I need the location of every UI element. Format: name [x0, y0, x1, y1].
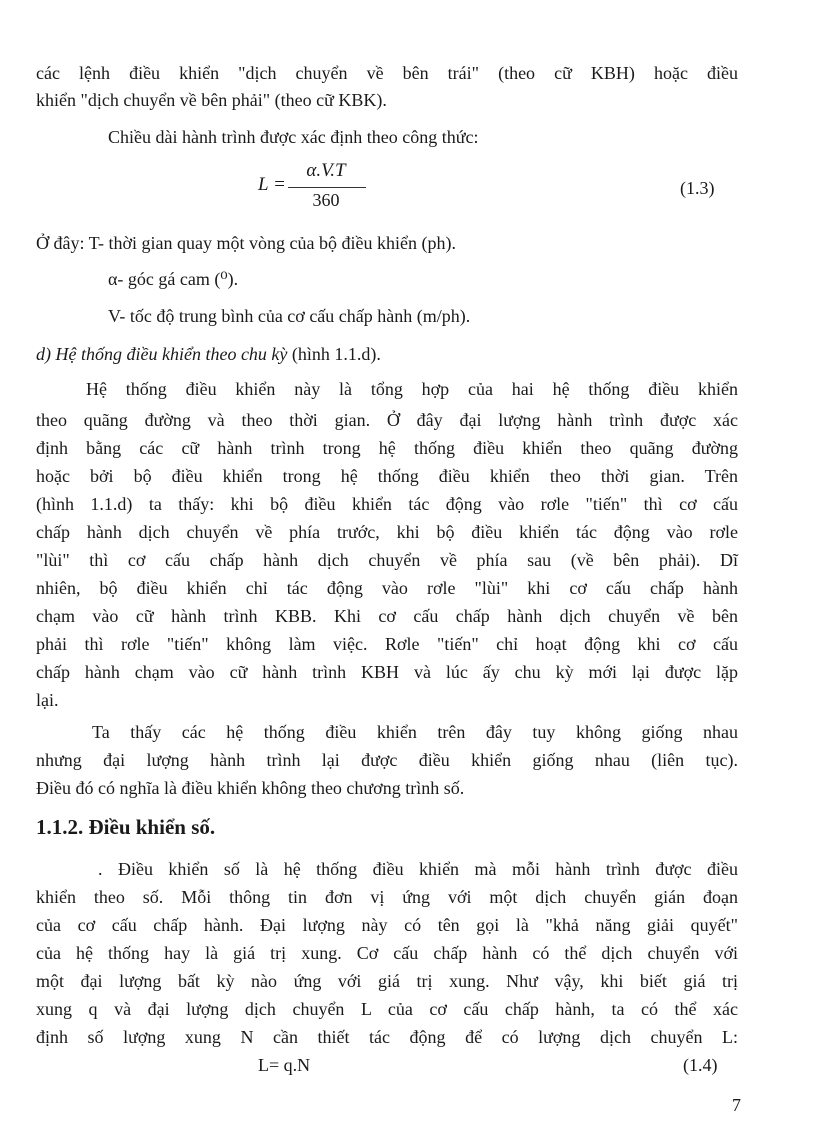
text-line: lại.: [36, 690, 59, 710]
formula-1-4: L= q.N: [258, 1055, 311, 1075]
text-line: V- tốc độ trung bình của cơ cấu chấp hành (m/ph).: [108, 306, 471, 326]
text-line: các lệnh điều khiển "dịch chuyển về bên trái" (theo cữ KBH) hoặc điều: [36, 63, 738, 83]
text-line: của cơ cấu chấp hành. Đại lượng này có tên gọi là "khả năng giải quyết": [36, 915, 738, 935]
equation-number: (1.3): [680, 178, 715, 198]
text-line: nhưng đại lượng hành trình lại được điều khiển giống nhau (liên tục).: [36, 750, 738, 770]
text-line: xung q và đại lượng dịch chuyển L của cơ cấu chấp hành, ta có thể xác: [36, 999, 738, 1019]
text-line: chạm vào cữ hành trình KBB. Khi cơ cấu chấp hành dịch chuyển về bên: [36, 606, 738, 626]
subheading: [36, 343, 381, 365]
text-line: nhiên, bộ điều khiển chỉ tác động vào rơle "lùi" khi cơ cấu chấp hành: [36, 578, 738, 598]
subheading-ref: (hình 1.1.d).: [287, 344, 381, 364]
text-line: Ở đây: T- thời gian quay một vòng của bộ điều khiển (ph).: [36, 233, 456, 253]
text-line: hoặc bởi bộ điều khiển trong hệ thống điều khiển theo thời gian. Trên: [36, 466, 738, 486]
formula-lhs: L =: [258, 174, 286, 195]
text-line: (hình 1.1.d) ta thấy: khi bộ điều khiển tác động vào rơle "tiến" thì cơ cấu: [36, 494, 738, 514]
text-line: Điều đó có nghĩa là điều khiển không theo chương trình số.: [36, 778, 465, 798]
formula-intro: Chiều dài hành trình được xác định theo công thức:: [108, 127, 479, 147]
text-line: "lùi" thì cơ cấu chấp hành dịch chuyển về phía sau (về bên phải). Dĩ: [36, 550, 738, 570]
formula-numerator: α.V.T: [306, 160, 346, 181]
text-line: khiển theo số. Mỗi thông tin đơn vị ứng với một dịch chuyển gián đoạn: [36, 887, 738, 907]
formula-1-3: [258, 160, 378, 216]
text-line: Hệ thống điều khiển này là tổng hợp của hai hệ thống điều khiển: [86, 379, 738, 399]
fraction-bar: [288, 187, 366, 188]
text-line: theo quãng đường và theo thời gian. Ở đây đại lượng hành trình được xác: [36, 410, 738, 430]
formula-denominator: 360: [312, 190, 340, 210]
text-line: phải thì rơle "tiến" không làm việc. Rơle "tiến" chỉ hoạt động khi cơ cấu: [36, 634, 738, 654]
text-line: chấp hành chạm vào cữ hành trình KBH và lúc ấy chu kỳ mới lại được lặp: [36, 662, 738, 682]
section-heading: 1.1.2. Điều khiển số.: [36, 815, 216, 839]
text-line: chấp hành dịch chuyển về phía trước, khi bộ điều khiển tác động vào rơle: [36, 522, 738, 542]
text-line: Ta thấy các hệ thống điều khiển trên đây tuy không giống nhau: [92, 722, 738, 742]
equation-number: (1.4): [683, 1055, 718, 1075]
text-line: định số lượng xung N cần thiết tác động để có lượng dịch chuyển L:: [36, 1027, 738, 1047]
text-line: một đại lượng bất kỳ nào ứng với giá trị xung. Như vậy, khi biết giá trị: [36, 971, 738, 991]
text-line: của hệ thống hay là giá trị xung. Cơ cấu chấp hành có thể dịch chuyển với: [36, 943, 738, 963]
text-line: khiển "dịch chuyển về bên phải" (theo cữ KBK).: [36, 90, 387, 110]
page-number: 7: [732, 1095, 741, 1115]
subheading-italic: d) Hệ thống điều khiển theo chu kỳ: [36, 344, 288, 364]
text-line: . Điều khiển số là hệ thống điều khiển mà mỗi hành trình được điều: [98, 859, 738, 879]
text-line: α- góc gá cam (⁰).: [108, 269, 239, 289]
text-line: định bằng các cữ hành trình trong hệ thống điều khiển theo quãng đường: [36, 438, 738, 458]
